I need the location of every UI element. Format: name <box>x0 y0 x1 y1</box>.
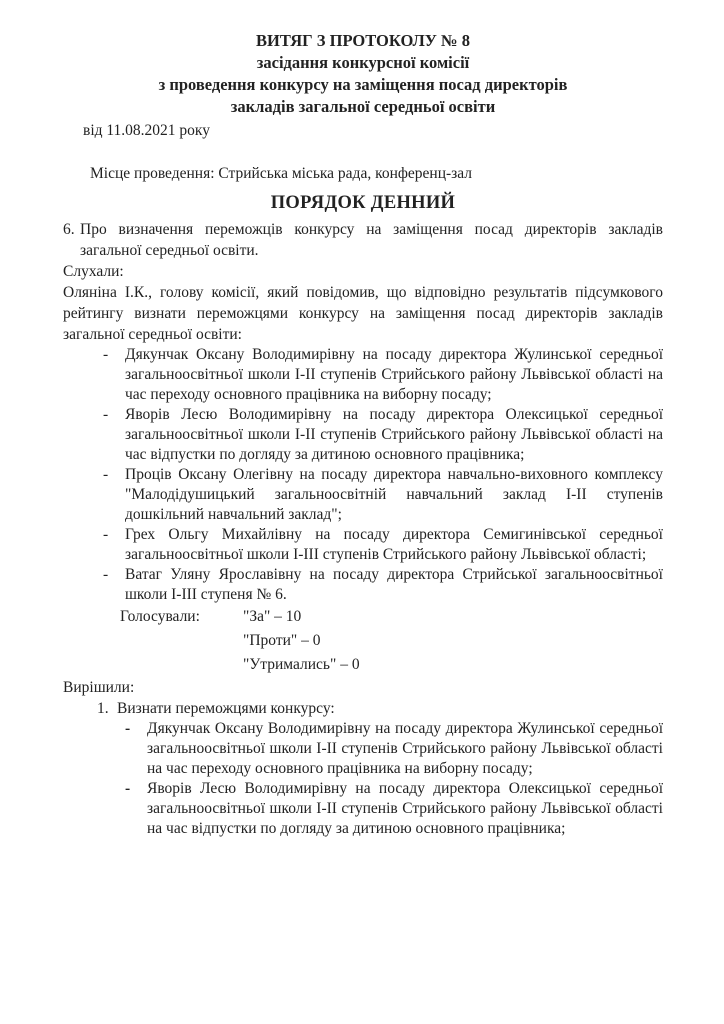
heard-label: Слухали: <box>63 263 124 280</box>
title-line-4: закладів загальної середньої освіти <box>230 97 496 116</box>
dash-bullet: - <box>103 466 109 483</box>
voting-label: Голосували: <box>120 608 200 625</box>
decided-label: Вирішили: <box>63 679 135 696</box>
document-title <box>63 30 663 118</box>
decision-item-text: Яворів Лесю Володимирівну на посаду директора Олексицької середньої загальноосвітньої школи І-ІІ ступенів Стрийського району Львівської області на час відпустки по догляду за дитиною основного працівника; <box>147 780 663 837</box>
dash-bullet: - <box>103 566 109 583</box>
decision-item-text: Дякунчак Оксану Володимирівну на посаду директора Жулинської середньої загальноосвітньої школи І-ІІ ступенів Стрийського району Львівської області на час переходу основного працівника на виборну посаду; <box>147 720 663 777</box>
winner-item-text: Яворів Лесю Володимирівну на посаду директора Олексицької середньої загальноосвітньої школи І-ІІ ступенів Стрийського району Львівської області на час відпустки по догляду за дитиною основного працівника; <box>125 406 663 463</box>
winner-list-item <box>103 345 663 405</box>
protocol-date: від 11.08.2021 року <box>83 122 210 139</box>
vote-abstained-value: "Утримались" – 0 <box>243 656 360 673</box>
dash-bullet: - <box>103 406 109 423</box>
heard-winners-list <box>103 345 663 605</box>
vote-against-value: "Проти" – 0 <box>243 632 321 649</box>
title-line-3: з проведення конкурсу на заміщення посад директорів <box>158 75 568 94</box>
voting-results <box>120 605 663 677</box>
vote-row-for <box>120 605 663 629</box>
decision-item-text: Визнати переможцями конкурсу: <box>117 700 335 717</box>
dash-bullet: - <box>103 346 109 363</box>
decision-list-item <box>125 779 663 839</box>
winner-list-item <box>103 525 663 565</box>
title-line-2: засідання конкурсної комісії <box>256 53 470 72</box>
dash-bullet: - <box>103 526 109 543</box>
winner-list-item <box>103 465 663 525</box>
dash-bullet: - <box>125 720 131 737</box>
decision-list-item <box>125 719 663 779</box>
decision-item-number: 1. <box>97 700 109 717</box>
decision-item <box>97 698 663 719</box>
agenda-item-text: Про визначення переможців конкурсу на заміщення посад директорів закладів загальної середньої освіти. <box>80 221 663 259</box>
winner-item-text: Грех Ольгу Михайлівну на посаду директора Семигинівської середньої загальноосвітньої школи І-ІІІ ступенів Стрийського району Львівської області; <box>125 526 663 563</box>
winner-list-item <box>103 565 663 605</box>
dash-bullet: - <box>125 780 131 797</box>
decision-winners-list <box>125 719 663 839</box>
heard-intro-paragraph: Оляніна І.К., голову комісії, який повідомив, що відповідно результатів підсумкового рейтингу визнати переможцями конкурсу на заміщення посад директорів закладів загальної середньої освіти: <box>63 284 663 343</box>
winner-item-text: Проців Оксану Олегівну на посаду директора навчально-виховного комплексу "Малодідушицький загальноосвітній навчальний заклад І-ІІ ступенів дошкільний навчальний заклад"; <box>125 466 663 523</box>
vote-for-value: "За" – 10 <box>243 608 302 625</box>
agenda-heading: ПОРЯДОК ДЕННИЙ <box>270 193 456 213</box>
venue-line: Місце проведення: Стрийська міська рада, конференц-зал <box>90 165 473 182</box>
agenda-item-number: 6. <box>63 221 75 238</box>
winner-item-text: Ватаг Уляну Ярославівну на посаду директора Стрийської загальноосвітньої школи І-ІІІ ступеня № 6. <box>125 566 663 603</box>
title-line-1: ВИТЯГ З ПРОТОКОЛУ № 8 <box>256 31 470 50</box>
agenda-item <box>63 219 663 261</box>
winner-item-text: Дякунчак Оксану Володимирівну на посаду директора Жулинської середньої загальноосвітньої школи І-ІІ ступенів Стрийського району Львівської області на час переходу основного працівника на виборну посаду; <box>125 346 663 403</box>
winner-list-item <box>103 405 663 465</box>
